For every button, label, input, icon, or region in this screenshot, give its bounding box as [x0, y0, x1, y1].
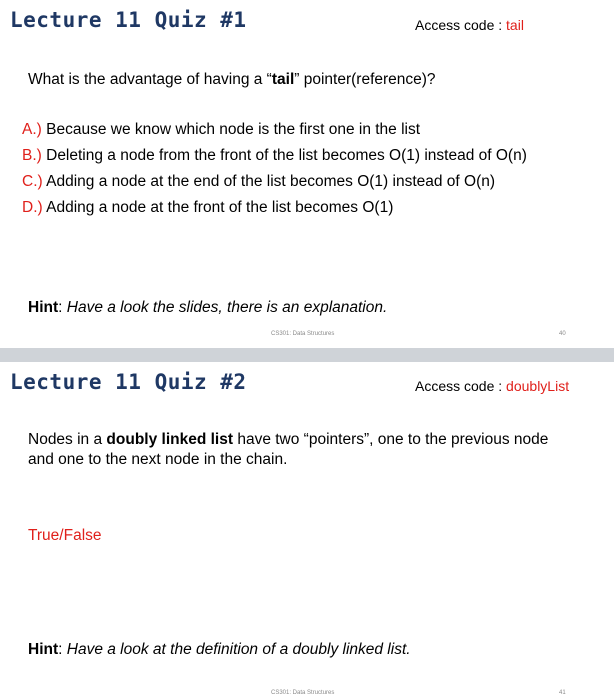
- access-code-label: Access code :: [415, 17, 507, 33]
- choice-letter: C.): [22, 173, 43, 190]
- choice-d: [22, 195, 527, 221]
- choice-text: Deleting a node from the front of the list becomes O(1) instead of O(n): [41, 147, 527, 164]
- hint-separator: :: [58, 641, 67, 658]
- question-suffix: have two “pointers”, one to the previous node and one to the next node in the chain.: [28, 431, 549, 468]
- choice-text: Because we know which node is the first one in the list: [41, 121, 421, 138]
- choice-c: [22, 169, 527, 195]
- hint-label: Hint: [28, 641, 59, 658]
- hint-text: Have a look at the definition of a doubly linked list.: [66, 641, 411, 658]
- slide-quiz-1: [0, 0, 614, 348]
- choice-text: Adding a node at the front of the list becomes O(1): [42, 199, 394, 216]
- question-prefix: Nodes in a: [28, 431, 107, 448]
- hint-separator: :: [58, 299, 67, 316]
- slide-quiz-2: [0, 362, 614, 700]
- hint-text: Have a look the slides, there is an explanation.: [66, 299, 388, 316]
- choice-a: [22, 117, 527, 143]
- answer-format: True/False: [28, 527, 102, 544]
- page-number: 41: [559, 690, 566, 696]
- choice-list: [22, 117, 527, 221]
- hint-label: Hint: [28, 299, 59, 316]
- choice-letter: D.): [22, 199, 43, 216]
- slide-footer: CS301: Data Structures: [271, 331, 335, 337]
- choice-letter: A.): [22, 121, 42, 138]
- access-code-line: [415, 378, 569, 394]
- choice-letter: B.): [22, 147, 42, 164]
- hint-line: [28, 299, 387, 317]
- slide-footer: CS301: Data Structures: [271, 690, 335, 696]
- choice-text: Adding a node at the end of the list becomes O(1) instead of O(n): [42, 173, 496, 190]
- question-text: [28, 430, 558, 470]
- access-code-value: tail: [506, 17, 524, 33]
- hint-line: [28, 641, 411, 659]
- question-text: [28, 70, 588, 90]
- slide-separator: [0, 348, 614, 362]
- question-prefix: What is the advantage of having a “: [28, 71, 272, 88]
- slide-title: Lecture 11 Quiz #1: [10, 8, 247, 32]
- question-emphasis: tail: [271, 71, 295, 88]
- choice-b: [22, 143, 527, 169]
- slide-title: Lecture 11 Quiz #2: [10, 370, 247, 394]
- access-code-label: Access code :: [415, 378, 507, 394]
- access-code-line: [415, 17, 524, 33]
- question-emphasis: doubly linked list: [106, 431, 234, 448]
- access-code-value: doublyList: [506, 378, 570, 394]
- page-number: 40: [559, 331, 566, 337]
- question-suffix: ” pointer(reference)?: [294, 71, 436, 88]
